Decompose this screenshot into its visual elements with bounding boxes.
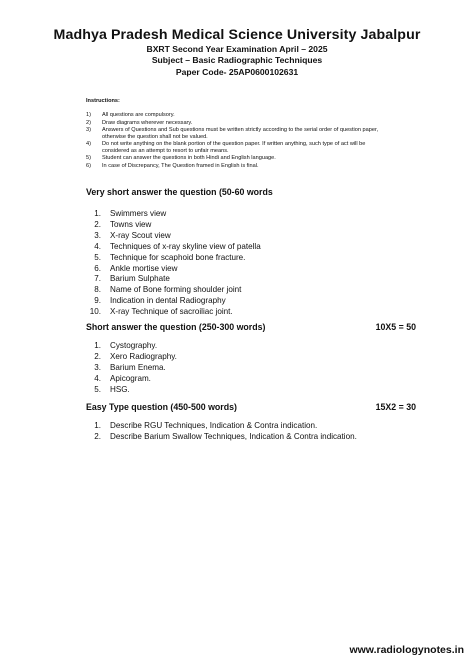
question-number: 3. [94, 362, 101, 372]
question-number: 2. [94, 351, 101, 361]
question-item [86, 341, 416, 352]
instruction-text: Draw diagrams wherever necessary. [102, 119, 193, 126]
question-number: 1. [94, 421, 101, 430]
question-item [86, 352, 416, 363]
instruction-number: 6) [86, 162, 91, 169]
question-text: Barium Enema. [110, 362, 166, 372]
exam-title: BXRT Second Year Examination April – 2025 [146, 44, 328, 54]
question-text: Ankle mortise view [110, 263, 178, 273]
question-text: Cystography. [110, 341, 158, 350]
question-text: Swimmers view [110, 209, 167, 218]
question-number: 4. [94, 373, 101, 383]
instruction-number: 1) [86, 112, 91, 118]
question-number: 7. [94, 274, 101, 284]
section-marks: 10X5 = 50 [375, 322, 416, 332]
instructions-block [86, 98, 386, 171]
instruction-item [86, 155, 386, 161]
question-number: 3. [94, 230, 101, 240]
section-heading: Short answer the question (250-300 words) [86, 322, 266, 332]
question-item [86, 374, 416, 385]
question-item [86, 231, 416, 242]
question-number: 1. [94, 209, 101, 218]
instruction-item [86, 112, 386, 118]
question-text: Describe Barium Swallow Techniques, Indication & Contra indication. [110, 431, 357, 441]
question-item [86, 421, 416, 432]
question-item [86, 253, 416, 264]
section-marks: 15X2 = 30 [375, 402, 416, 412]
instruction-text: Student can answer the questions in both Hindi and English language. [102, 155, 276, 162]
section-easy-type [86, 401, 416, 443]
instruction-item [86, 141, 386, 153]
question-text: Apicogram. [110, 373, 151, 383]
instruction-item [86, 127, 386, 139]
section-short [86, 321, 416, 396]
instructions-title: Instructions: [86, 98, 120, 104]
question-number: 4. [94, 241, 101, 251]
question-text: Name of Bone forming shoulder joint [110, 285, 242, 295]
instruction-item [86, 120, 386, 126]
section-heading-row [86, 321, 416, 333]
paper-header [0, 26, 474, 78]
question-number: 6. [94, 263, 101, 273]
instruction-text: Answers of Questions and Sub questions must be written strictly according to the serial order of question paper, otherwise the question shall not be valued. [102, 127, 379, 140]
university-name: Madhya Pradesh Medical Science University Jabalpur [53, 27, 421, 43]
instruction-number: 3) [86, 127, 91, 134]
question-text: Technique for scaphoid bone fracture. [110, 252, 246, 262]
instruction-item [86, 163, 386, 169]
question-item [86, 274, 416, 285]
question-text: X-ray Scout view [110, 230, 171, 240]
instruction-text: Do not write anything on the blank portion of the question paper. If written anything, such type of act will be considered as an attempt to resort to unfair means. [102, 141, 366, 154]
section-heading: Very short answer the question (50-60 words [86, 187, 273, 197]
question-list [86, 421, 416, 443]
question-text: Xero Radiography. [110, 351, 177, 361]
paper-code: Paper Code- 25AP0600102631 [175, 66, 299, 77]
question-number: 8. [94, 285, 101, 295]
question-text: HSG. [110, 384, 130, 394]
question-number: 2. [94, 431, 101, 441]
question-number: 1. [94, 341, 101, 350]
question-text: Towns view [110, 219, 152, 229]
subject-title: Subject – Basic Radiographic Techniques [151, 55, 323, 66]
section-heading: Easy Type question (450-500 words) [86, 402, 237, 412]
instruction-number: 5) [86, 155, 91, 162]
question-item [86, 220, 416, 231]
question-item [86, 285, 416, 296]
question-list [86, 209, 416, 318]
question-text: Indication in dental Radiography [110, 296, 226, 306]
question-list [86, 341, 416, 396]
question-item [86, 296, 416, 307]
question-text: Barium Sulphate [110, 274, 170, 284]
question-item [86, 209, 416, 220]
instruction-number: 4) [86, 141, 91, 148]
question-item [86, 264, 416, 275]
question-number: 5. [94, 384, 101, 394]
question-item [86, 385, 416, 396]
question-number: 2. [94, 219, 101, 229]
question-item [86, 432, 416, 443]
section-heading-row [86, 401, 416, 413]
question-item [86, 307, 416, 318]
section-very-short [86, 186, 416, 318]
question-number: 5. [94, 252, 101, 262]
question-item [86, 242, 416, 253]
section-heading-row [86, 186, 416, 198]
question-text: Describe RGU Techniques, Indication & Contra indication. [110, 421, 318, 430]
question-text: Techniques of x-ray skyline view of patella [110, 241, 261, 251]
question-number: 10. [89, 307, 101, 317]
instruction-number: 2) [86, 119, 91, 126]
question-number: 9. [94, 296, 101, 306]
question-item [86, 363, 416, 374]
question-text: X-ray Technique of sacroiliac joint. [110, 307, 233, 317]
instruction-text: All questions are compulsory. [102, 112, 175, 118]
instruction-text: In case of Discrepancy, The Question framed in English is final. [102, 162, 259, 169]
website-footer: www.radiologynotes.in [349, 644, 464, 656]
